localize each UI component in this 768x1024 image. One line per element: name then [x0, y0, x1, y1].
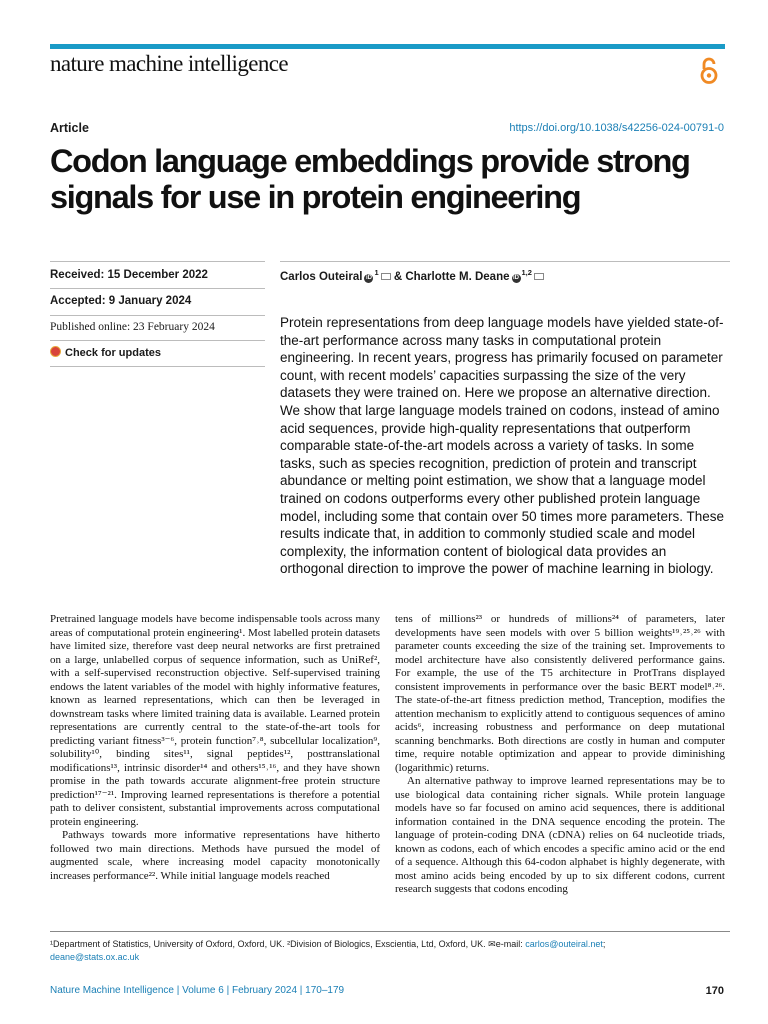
affiliation-ref: 1 — [374, 268, 379, 277]
divider — [280, 261, 730, 262]
orcid-icon[interactable]: iD — [365, 275, 372, 281]
accepted-date: Accepted: 9 January 2024 — [50, 295, 192, 307]
divider — [50, 366, 265, 367]
footer-citation: Nature Machine Intelligence | Volume 6 | February 2024 | 170–179 — [50, 985, 345, 996]
abstract: Protein representations from deep language models have yielded state-of-the-art performance across many tasks in computational protein engineering. In recent years, progress has primarily focused on parameter count, with recent models’ capacities surpassing the size of the very datasets they were trained on. Here we propose an alternative direction. We show that large language models trained on codons, instead of amino acid sequences, provide high-quality representations that outperform comparable state-of-the-art models across a variety of tasks. In some tasks, such as species recognition, prediction of protein and transcript abundance or melting point estimation, we show that a language model trained on codons outperforms every other published protein language model, including some that contain over 50 times more parameters. These results indicate that, in addition to commonly studied scale and model complexity, the information content of biological data provides an orthogonal direction to improve the power of machine learning in biology. — [280, 315, 724, 577]
affiliation-ref: 1,2 — [521, 268, 532, 277]
check-for-updates[interactable] — [50, 346, 161, 359]
journal-name: nature machine intelligence — [50, 51, 288, 76]
body-paragraph: Pretrained language models have become indispensable tools across many areas of computational protein engineering¹. Most labelled protein datasets have limited size, therefore vast deep neural networks are first pretrained on a large, unlabelled corpus of sequence information, such as UniRef², with a self-supervised reconstruction objective. Self-supervised training endows the latent variables of the model with highly informative features, known as learned representations, which can then be leveraged in downstream tasks where limited training data is available. Learned protein representations are currently central to the state-of-the-art tools for predicting variant fitness³⁻⁶, protein function⁷˒⁸, subcellular localization⁹, solubility¹⁰, binding sites¹¹, signal peptides¹², posttranslational modifications¹³, intrinsic disorder¹⁴ and others¹⁵˒¹⁶, and they have shown promise in the path towards accurate alignment-free protein structure prediction¹⁷⁻²¹. Improving learned representations is therefore a potential path to deliver consistent, substantial improvements across computational protein engineering. — [50, 613, 380, 828]
body-column-right — [395, 613, 725, 897]
body-paragraph: Pathways towards more informative representations have hitherto followed two main directions. Methods have pursued the model of augmented scale, where increasing model capacity monotonically increases performance²². While initial language models reached — [50, 829, 380, 882]
mail-icon[interactable] — [534, 273, 544, 280]
divider — [50, 288, 265, 289]
article-type: Article — [50, 121, 89, 135]
doi-link[interactable]: https://doi.org/10.1038/s42256-024-00791-0 — [509, 122, 724, 134]
divider — [50, 315, 265, 316]
divider — [50, 261, 265, 262]
page-number: 170 — [705, 985, 724, 997]
orcid-icon[interactable]: iD — [513, 275, 519, 281]
check-for-updates-icon — [50, 346, 61, 357]
divider — [50, 340, 265, 341]
footnote-divider — [50, 931, 730, 932]
mail-icon[interactable] — [381, 273, 391, 280]
article-title: Codon language embeddings provide strong signals for use in protein engineering — [50, 143, 690, 215]
email-separator: ; — [602, 939, 606, 949]
body-paragraph: tens of millions²³ or hundreds of millions²⁴ of parameters, later developments have seen models with over 5 billion weights¹⁹˒²⁵˒²⁶ with parameter counts exceeding the size of the training set. Improvements to model architecture have also consistently delivered performance gains. For example, the use of the T5 architecture in ProtTrans displayed consistent improvements in performance over the basic BERT model⁸˒²⁶. The state-of-the-art fitness prediction method, Tranception, modifies the attention mechanism to explicitly attend to contiguous sequences of amino acids⁶, increasing robustness and performance on deep mutational scanning benchmarks. Both directions are costly in human and computer time, require notable optimization and appear to provide diminishing (logarithmic) returns. — [395, 613, 725, 774]
journal-accent-bar — [50, 44, 725, 49]
author-list — [280, 268, 544, 283]
affiliations-text: ¹Department of Statistics, University of Oxford, Oxford, UK. ²Division of Biologics, Exscientia, Ltd, Oxford, UK. ✉e-mail: — [50, 939, 526, 949]
author-name: Carlos Outeiral — [280, 271, 363, 283]
email-link[interactable]: carlos@outeiral.net — [525, 939, 603, 949]
author-name: & Charlotte M. Deane — [393, 271, 510, 283]
check-for-updates-label: Check for updates — [65, 347, 161, 359]
email-link[interactable]: deane@stats.ox.ac.uk — [50, 952, 140, 962]
open-access-icon — [698, 57, 720, 85]
published-date: Published online: 23 February 2024 — [50, 321, 215, 333]
body-paragraph: An alternative pathway to improve learned representations may be to use biological data containing richer signals. While protein language models have so far focused on amino acid sequences, there is additional information contained in the DNA sequence encoding the protein. The language of protein-coding DNA (cDNA) relies on 64 nucleotide triads, known as codons, each of which encodes a specific amino acid or the end of a sequence. Although this 64-codon alphabet is highly degenerate, with most amino acids being encoded by up to six different codons, current research suggests that codons encoding — [395, 775, 725, 895]
affiliations-footnote — [50, 938, 730, 964]
body-column-left — [50, 613, 380, 883]
received-date: Received: 15 December 2022 — [50, 269, 208, 281]
